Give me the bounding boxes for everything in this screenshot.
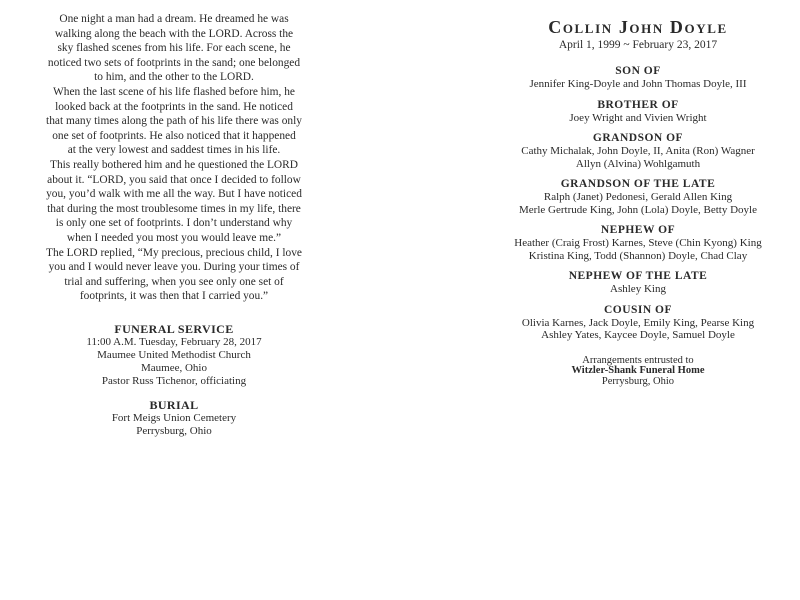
poem-line: footprints, it was then that I carried you.” [79,290,269,303]
footprints-poem [14,12,334,304]
funeral-service-time: 11:00 A.M. Tuesday, February 28, 2017 [86,335,262,348]
poem-line: at the very lowest and saddest times in his life. [67,144,281,157]
relation-names: Ashley Yates, Kaycee Doyle, Samuel Doyle [541,329,735,341]
relation-names: Ashley King [610,283,666,295]
funeral-service-heading: FUNERAL SERVICE [114,321,234,336]
burial-city: Perrysburg, Ohio [136,424,212,437]
burial-section [14,398,334,438]
relation-son-of [478,64,798,91]
poem-line: trial and suffering, when you see only one set of [64,275,284,288]
relation-heading: SON OF [615,65,661,77]
burial-cemetery: Fort Meigs Union Cemetery [111,411,237,424]
relation-names: Merle Gertrude King, John (Lola) Doyle, Betty Doyle [519,203,757,216]
funeral-home-city: Perrysburg, Ohio [601,375,675,387]
right-panel [478,16,798,387]
poem-line: noticed two sets of footprints in the sand; one belonged [47,56,301,69]
relation-names: Allyn (Alvina) Wohlgamuth [575,157,701,170]
relation-grandson-of-the-late [478,177,798,216]
poem-line: sky flashed scenes from his life. For each scene, he [57,42,291,55]
relation-names: Cathy Michalak, John Doyle, II, Anita (Ron) Wagner [521,145,755,157]
relation-nephew-of-the-late [478,269,798,296]
funeral-service-city: Maumee, Ohio [141,361,207,374]
relation-heading: GRANDSON OF [592,132,684,144]
life-dates: April 1, 1999 ~ February 23, 2017 [558,39,718,51]
relation-names: Joey Wright and Vivien Wright [569,111,707,124]
relation-names: Olivia Karnes, Jack Doyle, Emily King, Pearse King [521,316,755,329]
funeral-service-officiant: Pastor Russ Tichenor, officiating [101,374,247,387]
relation-heading: BROTHER OF [597,98,679,111]
funeral-service-section [14,322,334,388]
deceased-name: Collin John Doyle [548,17,728,37]
relation-brother-of [478,98,798,125]
arrangements-intro: Arrangements entrusted to [582,354,694,366]
relation-heading: NEPHEW OF THE LATE [568,270,708,282]
left-panel [14,12,334,438]
poem-line: looked back at the footprints in the sand. He noticed [55,100,293,113]
poem-line: is only one set of footprints. I don’t understand why [55,217,293,230]
funeral-service-church: Maumee United Methodist Church [97,348,251,361]
relation-cousin-of [478,303,798,342]
poem-line: One night a man had a dream. He dreamed he was [59,13,289,25]
poem-line: When the last scene of his life flashed before him, he [53,85,295,98]
poem-line: when I needed you most you would leave me.” [66,231,282,244]
relation-names: Ralph (Janet) Pedonesi, Gerald Allen King [543,191,733,203]
relation-heading: COUSIN OF [603,303,673,316]
funeral-home-name: Witzler-Shank Funeral Home [571,365,705,376]
poem-line: one set of footprints. He also noticed that it happened [52,129,296,142]
poem-line: walking along the beach with the LORD. Across the [54,27,294,40]
relation-names: Kristina King, Todd (Shannon) Doyle, Chad Clay [528,249,748,262]
poem-line: about it. “LORD, you said that once I decided to follow [47,173,301,186]
relation-nephew-of [478,223,798,262]
relation-names: Jennifer King-Doyle and John Thomas Doyle, III [529,78,747,90]
relation-heading: NEPHEW OF [600,224,676,236]
poem-line: you, you’d walk with me all the way. But I have noticed [46,188,302,201]
relation-grandson-of [478,131,798,170]
poem-line: The LORD replied, “My precious, precious child, I love [46,246,302,259]
poem-line: This really bothered him and he questioned the LORD [49,158,298,171]
poem-line: you and I would never leave you. During your times of [48,261,300,274]
relation-names: Heather (Craig Frost) Karnes, Steve (Chin Kyong) King [514,237,762,249]
arrangements-note [478,356,798,388]
relation-heading: GRANDSON OF THE LATE [560,178,716,190]
poem-line: that many times along the path of his life there was only [46,115,302,128]
poem-line: to him, and the other to the LORD. [94,71,254,84]
poem-line: that during the most troublesome times in my life, there [47,202,301,215]
burial-heading: BURIAL [149,397,199,412]
